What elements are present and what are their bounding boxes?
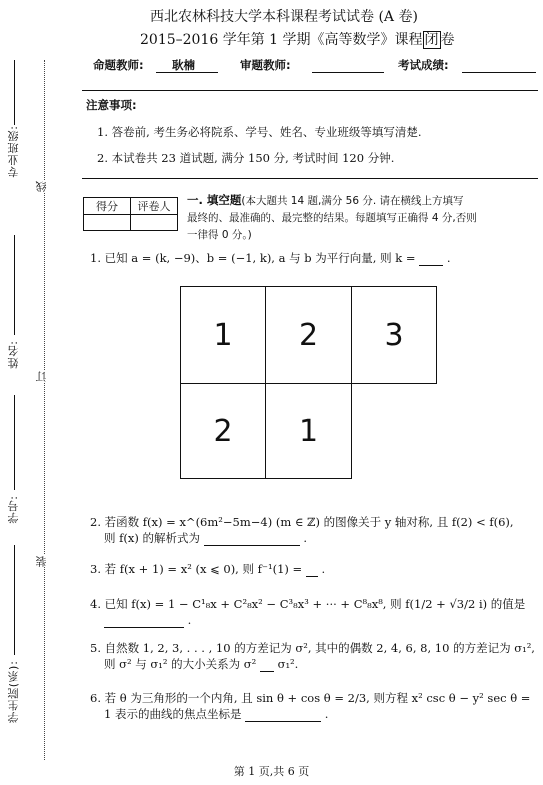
bind-ding-mark: 订 <box>35 370 48 382</box>
question-2-line-2: 则 f(x) 的解析式为 <box>104 531 201 545</box>
question-3: 3. 若 f(x + 1) = x² (x ⩽ 0), 则 f⁻¹(1) = . <box>90 562 326 576</box>
question-5-line-2: 则 σ² 与 σ₁² 的大小关系为 σ² <box>104 657 257 671</box>
grid-cell-1: 1 <box>180 286 266 384</box>
section1-desc-1: (本大题共 14 题,满分 56 分. 请在横线上方填写 <box>241 195 464 207</box>
question-4-line-1: 4. 已知 f(x) = 1 − C¹₈x + C²₈x² − C³₈x³ + ··· + C⁸₈x⁸, 则 f(1/2 + √3/2 i) 的值是 <box>90 597 526 611</box>
question-2: 2. 若函数 f(x) = x^(6m²−5m−4) (m ∈ ℤ) 的图像关于 y 轴对称, 且 f(2) < f(6), 则 f(x) 的解析式为 . <box>90 515 514 545</box>
question-3-text: 3. 若 f(x + 1) = x² (x ⩽ 0), 则 f⁻¹(1) = <box>90 562 303 576</box>
reviewer-blank <box>312 72 384 73</box>
grid-cell-3: 3 <box>351 286 437 384</box>
closed-book-box: 闭 <box>424 32 439 48</box>
question-6-line-1: 6. 若 θ 为三角形的一个内角, 且 sin θ + cos θ = 2/3, 则方程 x² csc θ − y² sec θ = <box>90 691 531 705</box>
question-2-blank[interactable] <box>204 533 300 546</box>
notice-item-1: 1. 答卷前, 考生务必将院系、学号、姓名、专业班级等填写清楚. <box>97 125 422 139</box>
grid-cell-5: 1 <box>265 383 352 479</box>
notice-item-2: 2. 本试卷共 23 道试题, 满分 150 分, 考试时间 120 分钟. <box>97 151 395 165</box>
major-class-label: 专业班级: <box>7 125 20 178</box>
name-blank <box>14 235 15 335</box>
student-id-blank <box>14 395 15 490</box>
question-6-line-2: 1 表示的曲线的焦点坐标是 <box>104 707 242 721</box>
section1-heading: 一. 填空题 <box>187 193 242 207</box>
score-blank <box>462 72 536 73</box>
question-5-blank[interactable] <box>260 659 274 672</box>
college-blank <box>14 545 15 655</box>
grid-cell-2: 2 <box>265 286 352 384</box>
section1-description <box>187 192 537 243</box>
exam-subtitle <box>140 29 455 49</box>
exam-title: 西北农林科技大学本科课程考试试卷 (A 卷) <box>150 9 418 25</box>
subtitle-suffix: 卷 <box>440 32 455 48</box>
question-4: 4. 已知 f(x) = 1 − C¹₈x + C²₈x² − C³₈x³ + ··· + C⁸₈x⁸, 则 f(1/2 + √3/2 i) 的值是 . <box>90 597 526 627</box>
grid-cell-4: 2 <box>180 383 266 479</box>
notice-divider <box>82 178 538 179</box>
section1-desc-2: 最终的、最准确的、最完整的结果。每题填写正确得 4 分,否则 <box>187 212 477 224</box>
grader-cell-label: 评卷人 <box>131 198 178 215</box>
question-3-blank[interactable] <box>306 564 318 577</box>
question-1-blank[interactable] <box>419 253 443 266</box>
score-table <box>83 197 178 231</box>
bind-zhuang-mark: 装 <box>35 555 48 567</box>
college-label: 学生院(系): <box>7 660 20 724</box>
question-5-line-1: 5. 自然数 1, 2, 3, . . . , 10 的方差记为 σ², 其中的偶数 2, 4, 6, 8, 10 的方差记为 σ₁², <box>90 641 535 655</box>
grader-cell-input[interactable] <box>131 215 178 231</box>
question-5 <box>90 640 535 672</box>
subtitle-text: 2015–2016 学年第 1 学期《高等数学》课程 <box>140 32 423 48</box>
section1-desc-3: 一律得 0 分。) <box>187 229 252 241</box>
question-6: 6. 若 θ 为三角形的一个内角, 且 sin θ + cos θ = 2/3, 则方程 x² csc θ − y² sec θ = 1 表示的曲线的焦点坐标是 . <box>90 691 531 721</box>
question-1: 1. 已知 a = (k, −9)、b = (−1, k), a 与 b 为平行向量, 则 k = . <box>90 251 451 265</box>
page-footer: 第 1 页,共 6 页 <box>233 765 310 778</box>
setter-label: 命题教师: <box>93 58 144 72</box>
score-cell-label: 得分 <box>84 198 131 215</box>
notice-heading: 注意事项: <box>86 98 137 112</box>
student-id-label: 学号: <box>7 495 20 524</box>
name-label: 姓名: <box>7 340 20 369</box>
question-1-text: 1. 已知 a = (k, −9)、b = (−1, k), a 与 b 为平行向量, 则 k = <box>90 251 416 265</box>
binding-dotted-line <box>44 60 45 760</box>
reviewer-label: 审题教师: <box>240 58 291 72</box>
question-4-blank[interactable] <box>104 615 184 628</box>
bind-line-mark: 线 <box>35 180 48 192</box>
score-label: 考试成绩: <box>398 58 449 72</box>
question-6-blank[interactable] <box>245 709 321 722</box>
setter-name: 耿楠 <box>172 58 195 72</box>
header-divider <box>82 90 538 91</box>
question-5-line-2-end: σ₁². <box>277 657 299 671</box>
question-2-line-1: 2. 若函数 f(x) = x^(6m²−5m−4) (m ∈ ℤ) 的图像关于 y 轴对称, 且 f(2) < f(6), <box>90 515 514 529</box>
major-class-blank <box>14 60 15 125</box>
score-cell-input[interactable] <box>84 215 131 231</box>
